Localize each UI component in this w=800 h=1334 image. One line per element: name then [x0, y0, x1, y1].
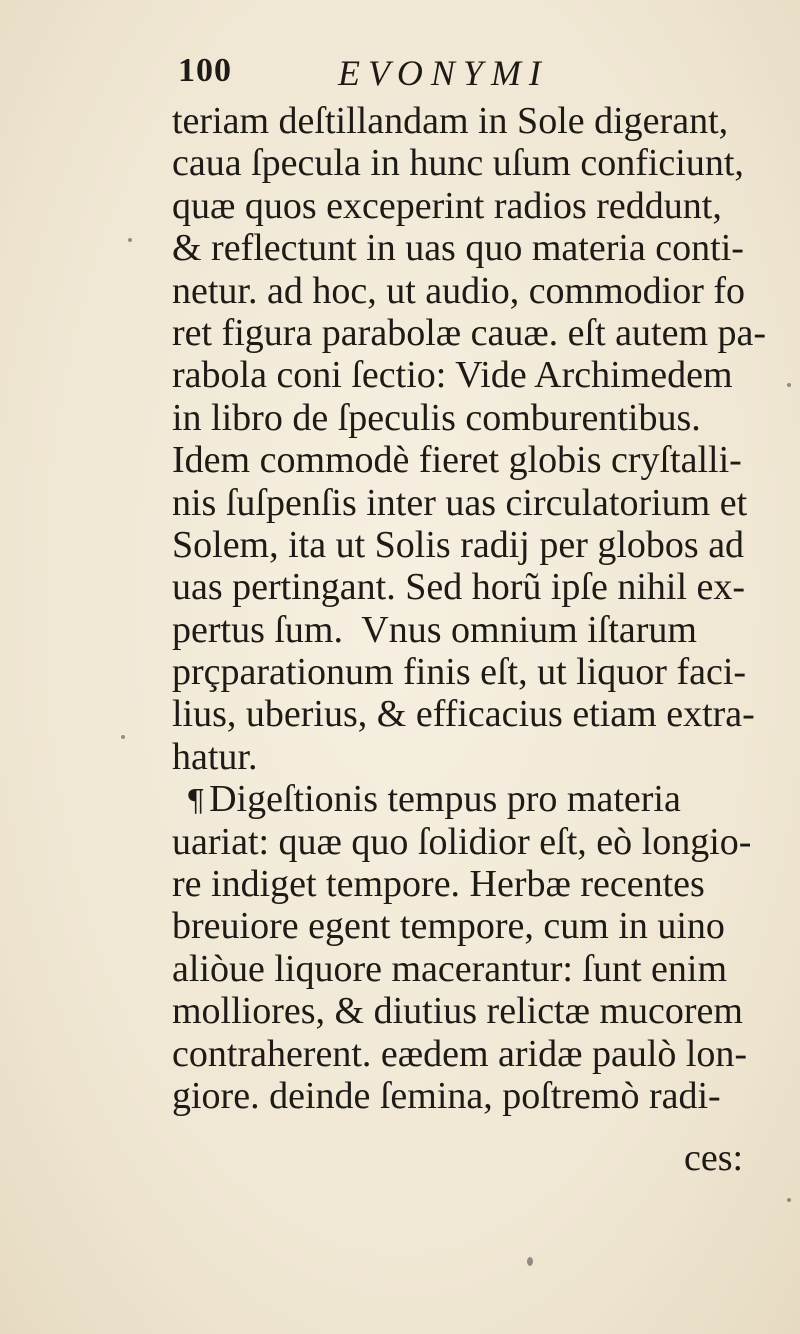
text-line: breuiore egent tempore, cum in uino	[172, 905, 725, 948]
text-line: prçparationum finis eſt, ut liquor faci-	[172, 651, 747, 694]
text-line: teriam deſtillandam in Sole digerant,	[172, 100, 729, 142]
catchword: ces:	[684, 1137, 744, 1179]
text-line: rabola coni ſectio: Vide Archimedem	[172, 354, 733, 397]
text-line: in libro de ſpeculis comburentibus.	[172, 396, 701, 439]
text-line: aliòue liquore macerantur: ſunt enim	[172, 947, 728, 990]
text-line: Idem commodè fieret globis cryſtalli-	[172, 439, 742, 482]
text-line: netur. ad hoc, ut audio, commodior fo	[172, 269, 746, 312]
text-line: Solem, ita ut Solis radij per globos ad	[172, 523, 745, 566]
running-head: EVONYMI	[338, 53, 549, 93]
text-line: molliores, & diutius relictæ mucorem	[172, 990, 743, 1033]
text-line: re indiget tempore. Herbæ recentes	[172, 863, 705, 906]
text-line: hatur.	[172, 735, 258, 778]
text-line: pertus ſum. Vnus omnium iſtarum	[172, 608, 697, 651]
text-line: giore. deinde ſemina, poſtremò radi-	[172, 1074, 721, 1117]
text-line: quæ quos exceperint radios reddunt,	[172, 184, 722, 227]
text-line: Digeſtionis tempus pro materia	[209, 778, 681, 821]
page-header	[170, 52, 630, 98]
text-line: ret figura parabolæ cauæ. eſt autem pa-	[172, 311, 767, 354]
text-line: lius, uberius, & efficacius etiam extra-	[172, 693, 755, 736]
ink-speck	[787, 383, 791, 387]
text-line: nis ſuſpenſis inter uas circulatorium et	[172, 481, 748, 524]
page-number: 100	[178, 52, 232, 89]
text-line: uariat: quæ quo ſolidior eſt, eò longio-	[172, 820, 752, 863]
text-line: & reflectunt in uas quo materia conti-	[172, 227, 744, 270]
ink-speck	[787, 1198, 791, 1202]
ink-speck	[121, 735, 125, 739]
pilcrow-icon: ¶	[186, 784, 206, 820]
text-line: caua ſpecula in hunc uſum conficiunt,	[172, 142, 744, 185]
text-line: uas pertingant. Sed horũ ipſe nihil ex-	[172, 566, 746, 609]
ink-speck	[128, 238, 132, 242]
main-text	[172, 100, 790, 1117]
text-line: contraherent. eædem aridæ paulò lon-	[172, 1032, 748, 1075]
paragraph-start-line	[172, 778, 790, 820]
ink-speck	[527, 1257, 533, 1266]
